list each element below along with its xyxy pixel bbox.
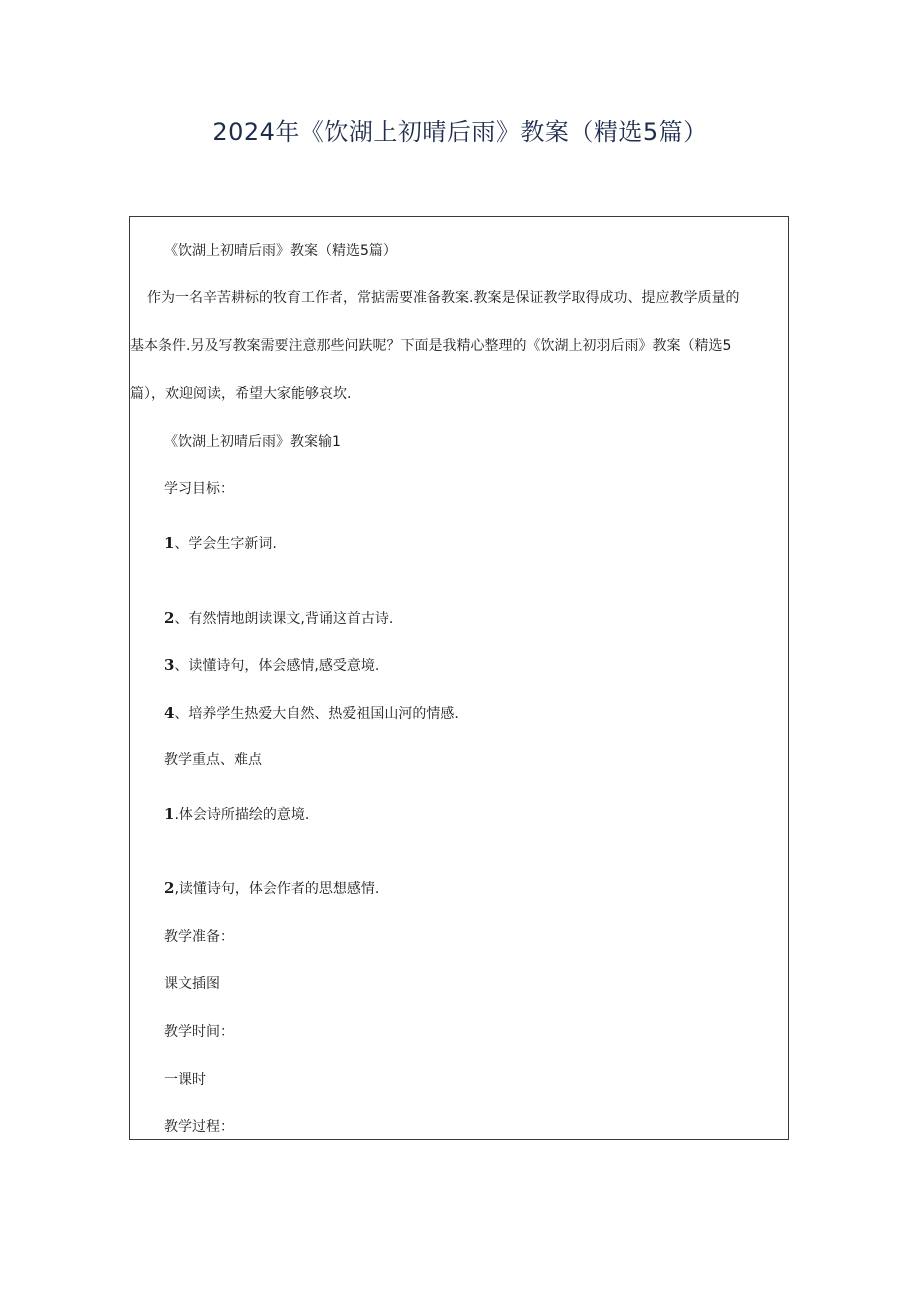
goal-item <box>164 703 459 724</box>
intro-heading: 《饮湖上初晴后雨》教案（精选5篇） <box>164 243 397 259</box>
goal-number: 4 <box>164 704 175 722</box>
goal-number: 2 <box>164 609 175 627</box>
goals-heading: 学习目标： <box>164 481 234 497</box>
prep-value: 课文插图 <box>164 976 220 992</box>
prep-heading: 教学准备： <box>164 929 234 945</box>
key-points-heading: 教学重点、难点 <box>164 752 262 768</box>
intro-paragraph-line-3: 篇），欢迎阅读，希望大家能够哀坎. <box>130 386 352 402</box>
time-heading: 教学时间： <box>164 1024 234 1040</box>
process-heading: 教学过程： <box>164 1119 234 1135</box>
content-box <box>129 216 789 1140</box>
time-value: 一课时 <box>164 1072 206 1088</box>
goal-item <box>164 608 393 629</box>
goal-item <box>164 533 277 554</box>
key-point-number: 2 <box>164 879 175 897</box>
section-heading: 《饮湖上初晴后雨》教案输1 <box>164 434 341 450</box>
goal-number: 1 <box>164 534 175 552</box>
key-point-item <box>164 804 309 825</box>
goal-text: 、有然情地朗读课文,背诵这首古诗. <box>174 611 394 627</box>
goal-text: 、培养学生热爱大自然、热爱祖国山河的情感. <box>174 706 459 722</box>
intro-paragraph-line-1: 作为一名辛苦耕标的牧育工作者，常掂需要准备教案.教案是保证教学取得成功、提应教学质量的 <box>147 290 740 306</box>
goal-text: 、学会生字新词. <box>174 536 277 552</box>
key-point-item <box>164 878 379 899</box>
key-point-text: ,读懂诗句，体会作者的思想感情. <box>174 881 380 897</box>
goal-text: 、读懂诗句，体会感情,感受意境. <box>174 658 380 674</box>
key-point-text: .体会诗所描绘的意境. <box>174 807 310 823</box>
goal-item <box>164 655 379 676</box>
goal-number: 3 <box>164 656 175 674</box>
key-point-number: 1 <box>164 805 175 823</box>
document-title: 2024年《饮湖上初晴后雨》教案（精选5篇） <box>212 118 708 146</box>
intro-paragraph-line-2: 基本条件.另及写教案需要注意那些问趺呢？下面是我精心整理的《饮湖上初羽后雨》教案（精选5 <box>130 338 732 354</box>
